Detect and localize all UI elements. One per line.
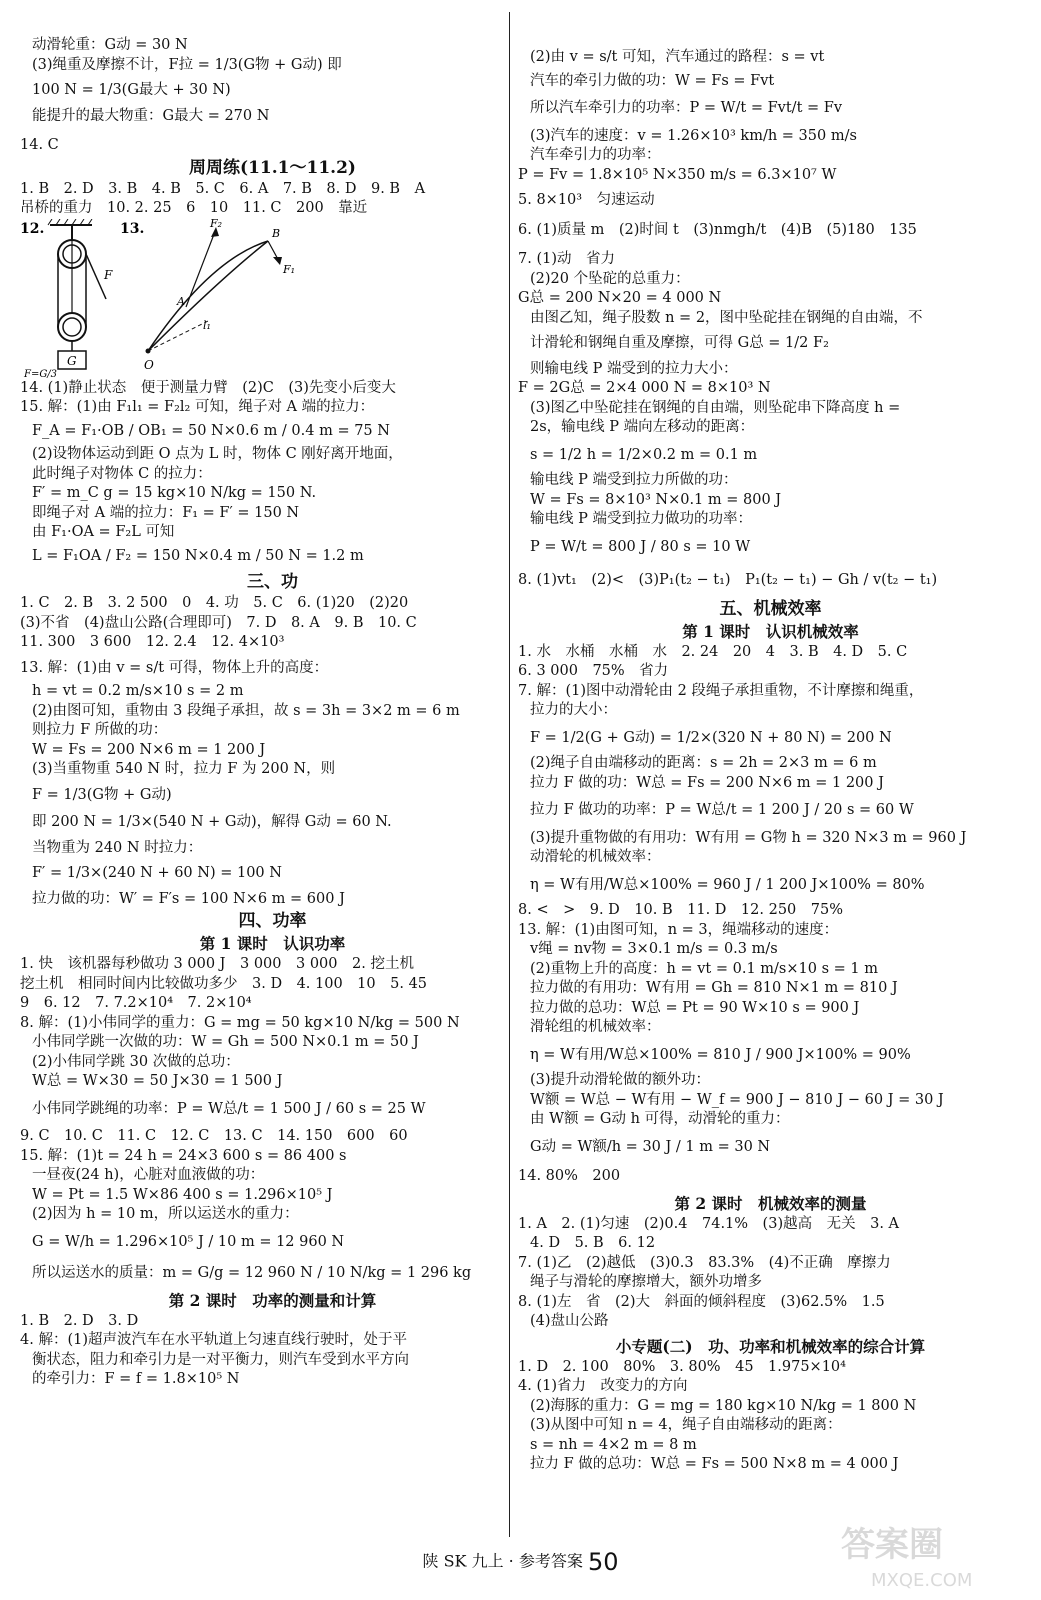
text-line: 8. (1)左 省 (2)大 斜面的倾斜程度 (3)62.5% 1.5 bbox=[518, 1293, 885, 1310]
text-line: 动滑轮的机械效率： bbox=[530, 849, 661, 865]
text-line: (2)由图可知，重物由 3 段绳子承担，故 s = 3h = 3×2 m = 6 m bbox=[32, 702, 460, 719]
text-line: F_A = F₁·OB / OB₁ = 50 N×0.6 m / 0.4 m = 75 N bbox=[32, 422, 390, 439]
text-line: 拉力做的有用功：W有用 = Gh = 810 N×1 m = 810 J bbox=[530, 980, 898, 996]
fig-caption-12: F=G/3 bbox=[24, 368, 58, 379]
text-line: F = 1/2(G + G动) = 1/2×(320 N + 80 N) = 200 N bbox=[530, 729, 892, 746]
fig-label-13: 13. bbox=[120, 220, 145, 237]
text-line: 汽车牵引力的功率： bbox=[530, 147, 661, 163]
text-line: 衡状态，阻力和牵引力是一对平衡力，则汽车受到水平方向 bbox=[32, 1351, 409, 1368]
text-line: s = 1/2 h = 1/2×0.2 m = 0.1 m bbox=[530, 446, 758, 463]
subsection-heading-efficiency-1: 第 1 课时 认识机械效率 bbox=[682, 621, 859, 641]
text-line: η = W有用/W总×100% = 810 J / 900 J×100% = 90% bbox=[530, 1046, 911, 1063]
footer-tag: 陕 SK 九上 · 参考答案 bbox=[422, 1551, 583, 1571]
subsection-heading-power-2: 第 2 课时 功率的测量和计算 bbox=[168, 1290, 377, 1310]
section-heading-work: 三、功 bbox=[247, 572, 298, 592]
text-line: 1. B 2. D 3. D bbox=[20, 1312, 139, 1329]
text-line: 6. (1)质量 m (2)时间 t (3)nmgh/t (4)B (5)180 135 bbox=[518, 221, 917, 238]
text-line: 此时绳子对物体 C 的拉力： bbox=[32, 465, 212, 482]
left-column bbox=[20, 0, 525, 1540]
text-line: 6. 3 000 75% 省力 bbox=[518, 663, 669, 679]
text-line: 拉力 F 做的功：W总 = Fs = 200 N×6 m = 1 200 J bbox=[530, 774, 884, 791]
text-line: 由图乙知，绳子股数 n = 2，图中坠砣挂在钢绳的自由端，不 bbox=[530, 309, 923, 326]
text-line: 拉力做的功：W′ = F′s = 100 N×6 m = 600 J bbox=[32, 890, 345, 907]
text-line: 1. C 2. B 3. 2 500 0 4. 功 5. C 6. (1)20 (2)20 bbox=[20, 595, 409, 611]
text-line: 输电线 P 端受到拉力所做的功： bbox=[530, 472, 738, 488]
text-line: 能提升的最大物重：G最大 = 270 N bbox=[32, 107, 270, 124]
text-line: (2)设物体运动到距 O 点为 L 时，物体 C 刚好离开地面， bbox=[32, 446, 403, 462]
text-line: F′ = m_C g = 15 kg×10 N/kg = 150 N. bbox=[32, 485, 317, 501]
text-line: 则输电线 P 端受到的拉力大小： bbox=[530, 360, 738, 377]
text-line: 11. 300 3 600 12. 2.4 12. 4×10³ bbox=[20, 634, 285, 650]
watermark-url: MXQE.COM bbox=[871, 1570, 973, 1591]
fig-label-F: F bbox=[104, 267, 113, 282]
text-line: 5. 8×10³ 匀速运动 bbox=[518, 192, 655, 208]
text-line: 8. (1)vt₁ (2)< (3)P₁(t₂ − t₁) P₁(t₂ − t₁) − Gh / v(t₂ − t₁) bbox=[518, 572, 938, 588]
text-line: (2)由 v = s/t 可知，汽车通过的路程：s = vt bbox=[530, 49, 825, 65]
text-line: 动滑轮重：G动 = 30 N bbox=[32, 37, 188, 53]
right-column bbox=[518, 0, 1023, 1540]
text-line: 1. 水 水桶 水桶 水 2. 24 20 4 3. B 4. D 5. C bbox=[518, 643, 908, 660]
text-line: 1. A 2. (1)匀速 (2)0.4 74.1% (3)越高 无关 3. A bbox=[518, 1215, 900, 1232]
text-line: 即 200 N = 1/3×(540 N + G动)，解得 G动 = 60 N. bbox=[32, 814, 392, 830]
text-line: F = 1/3(G物 + G动) bbox=[32, 786, 172, 803]
answer-figures bbox=[20, 219, 525, 379]
text-line: 汽车的牵引力做的功：W = Fs = Fvt bbox=[530, 72, 775, 89]
text-line: 绳子与滑轮的摩擦增大，额外功增多 bbox=[530, 1274, 762, 1290]
text-line: 1. B 2. D 3. B 4. B 5. C 6. A 7. B 8. D 9. B A bbox=[20, 180, 426, 197]
text-line: (2)绳子自由端移动的距离：s = 2h = 2×3 m = 6 m bbox=[530, 755, 877, 771]
pulley-and-lever-figure bbox=[20, 219, 490, 379]
text-line: (3)图乙中坠砣挂在钢绳的自由端，则坠砣串下降高度 h = bbox=[530, 399, 901, 416]
text-line: W = Pt = 1.5 W×86 400 s = 1.296×10⁵ J bbox=[32, 1186, 333, 1203]
text-line: 小伟同学跳绳的功率：P = W总/t = 1 500 J / 60 s = 25 W bbox=[32, 1100, 426, 1117]
text-line: 吊桥的重力 10. 2. 25 6 10 11. C 200 靠近 bbox=[20, 200, 368, 216]
text-line: (2)海豚的重力：G = mg = 180 kg×10 N/kg = 1 800 N bbox=[530, 1397, 917, 1414]
text-line: L = F₁OA / F₂ = 150 N×0.4 m / 50 N = 1.2 m bbox=[32, 547, 364, 564]
text-line: 所以运送水的质量：m = G/g = 12 960 N / 10 N/kg = 1 296 kg bbox=[32, 1265, 472, 1281]
text-line: η = W有用/W总×100% = 960 J / 1 200 J×100% = 80% bbox=[530, 876, 925, 893]
fig-label-B: B bbox=[272, 226, 281, 240]
subsection-heading-efficiency-2: 第 2 课时 机械效率的测量 bbox=[674, 1193, 867, 1213]
text-line: 9 6. 12 7. 7.2×10⁴ 7. 2×10⁴ bbox=[20, 995, 252, 1011]
text-line: 13. 解：(1)由 v = s/t 可得，物体上升的高度： bbox=[20, 659, 329, 676]
text-line: (3)提升重物做的有用功：W有用 = G物 h = 320 N×3 m = 960 J bbox=[530, 829, 967, 846]
text-line: (2)小伟同学跳 30 次做的总功： bbox=[32, 1053, 240, 1070]
text-line: 由 W额 = G动 h 可得，动滑轮的重力： bbox=[530, 1111, 790, 1127]
text-line: (2)重物上升的高度：h = vt = 0.1 m/s×10 s = 1 m bbox=[530, 960, 878, 977]
text-line: h = vt = 0.2 m/s×10 s = 2 m bbox=[32, 683, 244, 699]
text-line: 9. C 10. C 11. C 12. C 13. C 14. 150 600 60 bbox=[20, 1128, 408, 1144]
fig-label-A: A bbox=[177, 294, 185, 308]
text-line: W = Fs = 8×10³ N×0.1 m = 800 J bbox=[530, 491, 782, 508]
text-line: 7. 解：(1)图中动滑轮由 2 段绳子承担重物，不计摩擦和绳重， bbox=[518, 682, 924, 699]
text-line: (3)汽车的速度：v = 1.26×10³ km/h = 350 m/s bbox=[530, 127, 857, 144]
watermark-text: 答案圈 bbox=[841, 1525, 943, 1565]
subsection-heading-power-1: 第 1 课时 认识功率 bbox=[199, 934, 346, 953]
text-line: F = 2G总 = 2×4 000 N = 8×10³ N bbox=[518, 380, 771, 396]
fig-label-l1: l₁ bbox=[203, 318, 211, 332]
text-line: 8. 解：(1)小伟同学的重力：G = mg = 50 kg×10 N/kg = 500 N bbox=[20, 1014, 460, 1031]
fig-label-F1: F₁ bbox=[283, 262, 296, 276]
text-line: 4. D 5. B 6. 12 bbox=[530, 1235, 656, 1251]
text-line: W总 = W×30 = 50 J×30 = 1 500 J bbox=[32, 1073, 283, 1089]
text-line: (2)20 个坠砣的总重力： bbox=[530, 270, 690, 287]
text-line: G = W/h = 1.296×10⁵ J / 10 m = 12 960 N bbox=[32, 1233, 345, 1250]
text-line: 14. 80% 200 bbox=[518, 1168, 621, 1184]
text-line: 由 F₁·OA = F₂L 可知 bbox=[32, 524, 175, 540]
text-line: 拉力 F 做功的功率：P = W总/t = 1 200 J / 20 s = 60 W bbox=[530, 802, 914, 818]
text-line: G动 = W额/h = 30 J / 1 m = 30 N bbox=[530, 1138, 771, 1155]
fig-label-12: 12. bbox=[20, 220, 45, 237]
subsection-heading-topic-2: 小专题(二) 功、功率和机械效率的综合计算 bbox=[615, 1336, 926, 1356]
fig-label-O: O bbox=[144, 357, 154, 372]
section-heading-power: 四、功率 bbox=[238, 911, 307, 931]
text-line: 7. (1)乙 (2)越低 (3)0.3 83.3% (4)不正确 摩擦力 bbox=[518, 1254, 891, 1271]
text-line: 则拉力 F 所做的功： bbox=[32, 722, 168, 738]
text-line: W = Fs = 200 N×6 m = 1 200 J bbox=[32, 741, 266, 758]
text-line: 4. (1)省力 改变力的方向 bbox=[518, 1378, 688, 1394]
text-line: 计滑轮和钢绳自重及摩擦，可得 G总 = 1/2 F₂ bbox=[530, 335, 829, 351]
text-line: P = Fv = 1.8×10⁵ N×350 m/s = 6.3×10⁷ W bbox=[518, 166, 837, 183]
fig-label-G: G bbox=[67, 353, 77, 368]
text-line: 拉力做的总功：W总 = Pt = 90 W×10 s = 900 J bbox=[530, 999, 860, 1016]
text-line: 100 N = 1/3(G最大 + 30 N) bbox=[32, 82, 231, 98]
text-line: 4. 解：(1)超声波汽车在水平轨道上匀速直线行驶时，处于平 bbox=[20, 1332, 407, 1348]
text-line: 1. 快 该机器每秒做功 3 000 J 3 000 3 000 2. 挖土机 bbox=[20, 956, 414, 972]
text-line: (4)盘山公路 bbox=[530, 1313, 609, 1329]
text-line: G总 = 200 N×20 = 4 000 N bbox=[518, 290, 722, 306]
text-line: 挖土机 相同时间内比较做功多少 3. D 4. 100 10 5. 45 bbox=[20, 975, 428, 992]
text-line: 13. 解：(1)由图可知，n = 3，绳端移动的速度： bbox=[518, 921, 839, 938]
text-line: 8. < > 9. D 10. B 11. D 12. 250 75% bbox=[518, 902, 844, 918]
text-line: 所以汽车牵引力的功率：P = W/t = Fvt/t = Fv bbox=[530, 100, 843, 116]
text-line: 滑轮组的机械效率： bbox=[530, 1019, 661, 1035]
text-line: W额 = W总 − W有用 − W_f = 900 J − 810 J − 60 J = 30 J bbox=[530, 1091, 944, 1108]
text-line: F′ = 1/3×(240 N + 60 N) = 100 N bbox=[32, 865, 282, 881]
section-heading-efficiency: 五、机械效率 bbox=[719, 598, 822, 619]
text-line: (2)因为 h = 10 m，所以运送水的重力： bbox=[32, 1206, 299, 1222]
text-line: (3)提升动滑轮做的额外功： bbox=[530, 1072, 711, 1088]
text-line: v绳 = nv物 = 3×0.1 m/s = 0.3 m/s bbox=[530, 941, 778, 957]
text-line: 的牵引力：F = f = 1.8×10⁵ N bbox=[32, 1371, 240, 1387]
text-line: (3)从图中可知 n = 4，绳子自由端移动的距离： bbox=[530, 1417, 842, 1433]
text-line: 输电线 P 端受到拉力做功的功率： bbox=[530, 511, 752, 527]
text-line: 14. C bbox=[20, 137, 59, 153]
text-line: (3)当重物重 540 N 时，拉力 F 为 200 N，则 bbox=[32, 761, 336, 777]
text-line: s = nh = 4×2 m = 8 m bbox=[530, 1436, 697, 1453]
text-line: 2s，输电线 P 端向左移动的距离： bbox=[530, 419, 755, 435]
text-line: 即绳子对 A 端的拉力：F₁ = F′ = 150 N bbox=[32, 504, 300, 521]
text-line: (3)不省 (4)盘山公路(合理即可) 7. D 8. A 9. B 10. C bbox=[20, 614, 417, 631]
text-line: 一昼夜(24 h)，心脏对血液做的功： bbox=[32, 1167, 265, 1183]
fig-label-F2: F₂ bbox=[210, 218, 223, 230]
text-line: 拉力的大小： bbox=[530, 702, 617, 718]
page-number: 50 bbox=[587, 1548, 619, 1576]
text-line: 14. (1)静止状态 便于测量力臂 (2)C (3)先变小后变大 bbox=[20, 379, 396, 396]
text-line: (3)绳重及摩擦不计，F拉 = 1/3(G物 + G动) 即 bbox=[32, 56, 342, 73]
text-line: 7. (1)动 省力 bbox=[518, 251, 615, 267]
text-line: 15. 解：(1)由 F₁l₁ = F₂l₂ 可知，绳子对 A 端的拉力： bbox=[20, 399, 375, 415]
text-line: 1. D 2. 100 80% 3. 80% 45 1.975×10⁴ bbox=[518, 1358, 846, 1375]
text-line: P = W/t = 800 J / 80 s = 10 W bbox=[530, 538, 751, 555]
text-line: 小伟同学跳一次做的功：W = Gh = 500 N×0.1 m = 50 J bbox=[32, 1034, 419, 1050]
text-line: 15. 解：(1)t = 24 h = 24×3 600 s = 86 400 s bbox=[20, 1147, 347, 1164]
text-line: 当物重为 240 N 时拉力： bbox=[32, 839, 203, 856]
text-line: 拉力 F 做的总功：W总 = Fs = 500 N×8 m = 4 000 J bbox=[530, 1456, 899, 1472]
watermark-logo bbox=[831, 1516, 1021, 1594]
section-heading-weekly: 周周练(11.1～11.2) bbox=[189, 157, 356, 178]
